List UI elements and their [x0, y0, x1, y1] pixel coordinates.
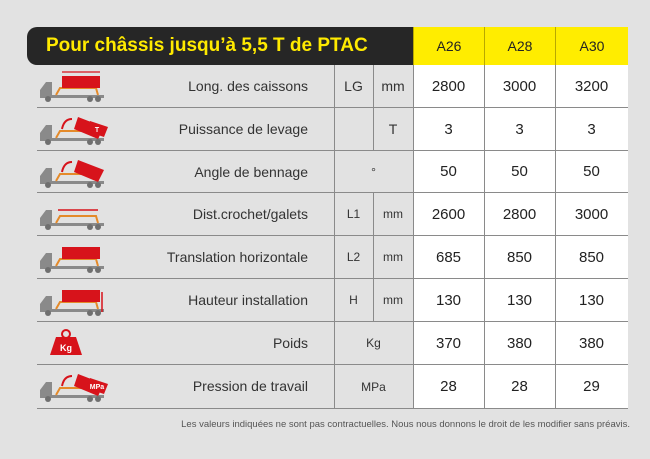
- column-divider: [555, 108, 556, 151]
- row-divider: [37, 408, 628, 409]
- row-unit: Kg: [366, 336, 381, 350]
- column-divider: [484, 236, 485, 279]
- value-cell-a28: 28: [511, 378, 528, 395]
- column-divider: [334, 65, 335, 108]
- model-header-a26: A26: [413, 27, 484, 65]
- value-cell-a30: 3200: [574, 78, 609, 95]
- column-divider: [484, 279, 485, 322]
- column-divider: [484, 65, 485, 108]
- row-label-dist-crochet-galets: Dist.crochet/galets: [192, 206, 308, 222]
- row-unit: T: [388, 121, 398, 137]
- model-header-a30: A30: [555, 27, 628, 65]
- weight-icon: [38, 325, 110, 361]
- column-divider: [555, 151, 556, 193]
- value-cell-a28: 50: [511, 163, 528, 180]
- column-divider: [373, 193, 374, 236]
- value-cell-a30: 130: [578, 292, 605, 309]
- column-divider: [373, 65, 374, 108]
- value-cell-a28: 2800: [502, 206, 537, 223]
- column-divider: [334, 279, 335, 322]
- value-cell-a26: 3: [444, 121, 453, 138]
- value-cell-a26: 370: [435, 335, 462, 352]
- column-divider: [555, 236, 556, 279]
- svg-text:Kg: Kg: [60, 343, 72, 353]
- row-unit: mm: [383, 250, 403, 264]
- row-label-poids: Poids: [272, 335, 308, 351]
- row-symbol: L2: [346, 250, 361, 264]
- truck-working-pressure-icon: [38, 368, 110, 404]
- column-divider: [373, 279, 374, 322]
- value-cell-a26: 50: [440, 163, 457, 180]
- truck-horizontal-translation-icon: [38, 239, 110, 275]
- column-divider: [555, 193, 556, 236]
- value-cell-a30: 3: [587, 121, 596, 138]
- value-cell-a26: 2600: [431, 206, 466, 223]
- column-divider: [334, 193, 335, 236]
- value-cell-a28: 130: [506, 292, 533, 309]
- row-symbol: H: [349, 293, 358, 307]
- row-label-long-des-caissons: Long. des caissons: [188, 78, 308, 94]
- column-divider: [484, 151, 485, 193]
- truck-installation-height-icon: [38, 282, 110, 318]
- value-cell-a30: 50: [583, 163, 600, 180]
- row-unit: °: [371, 165, 376, 179]
- column-divider: [413, 65, 414, 409]
- truck-container-length-icon: [38, 68, 110, 104]
- column-divider: [555, 279, 556, 322]
- column-divider: [484, 322, 485, 365]
- truck-hook-roller-distance-icon: [38, 196, 110, 232]
- row-unit: mm: [383, 207, 403, 221]
- row-symbol: L1: [346, 207, 361, 221]
- disclaimer-text: Les valeurs indiquées ne sont pas contractuelles. Nous nous donnons le droit de les modifier sans préavis.: [181, 419, 630, 430]
- value-cell-a26: 2800: [431, 78, 466, 95]
- column-divider: [555, 322, 556, 365]
- value-cell-a28: 3: [515, 121, 524, 138]
- truck-tipping-angle-icon: [38, 154, 110, 190]
- row-label-translation-horizontale: Translation horizontale: [166, 249, 308, 265]
- value-cell-a26: 130: [435, 292, 462, 309]
- model-header-a28: A28: [484, 27, 555, 65]
- value-cell-a30: 29: [583, 378, 600, 395]
- column-divider: [334, 236, 335, 279]
- value-cell-a28: 850: [506, 249, 533, 266]
- svg-text:T: T: [94, 127, 100, 134]
- value-cell-a26: 28: [440, 378, 457, 395]
- truck-lifting-power-icon: [38, 111, 110, 147]
- column-divider: [373, 236, 374, 279]
- row-label-puissance-de-levage: Puissance de levage: [178, 121, 308, 137]
- column-divider: [484, 365, 485, 409]
- value-cell-a26: 685: [435, 249, 462, 266]
- row-label-pression-de-travail: Pression de travail: [192, 378, 308, 394]
- svg-text:MPa: MPa: [89, 384, 105, 391]
- value-cell-a28: 380: [506, 335, 533, 352]
- column-divider: [484, 108, 485, 151]
- row-unit: mm: [381, 78, 405, 94]
- column-divider: [555, 65, 556, 108]
- column-divider: [555, 365, 556, 409]
- value-cell-a30: 380: [578, 335, 605, 352]
- row-unit: mm: [383, 293, 403, 307]
- value-cell-a28: 3000: [502, 78, 537, 95]
- value-cell-a30: 3000: [574, 206, 609, 223]
- row-label-angle-de-bennage: Angle de bennage: [194, 164, 308, 180]
- column-divider: [334, 108, 335, 151]
- row-label-hauteur-installation: Hauteur installation: [188, 292, 308, 308]
- row-unit: MPa: [361, 380, 386, 394]
- table-title: Pour châssis jusqu’à 5,5 T de PTAC: [46, 35, 368, 56]
- row-symbol: LG: [344, 78, 363, 94]
- column-divider: [484, 193, 485, 236]
- value-cell-a30: 850: [578, 249, 605, 266]
